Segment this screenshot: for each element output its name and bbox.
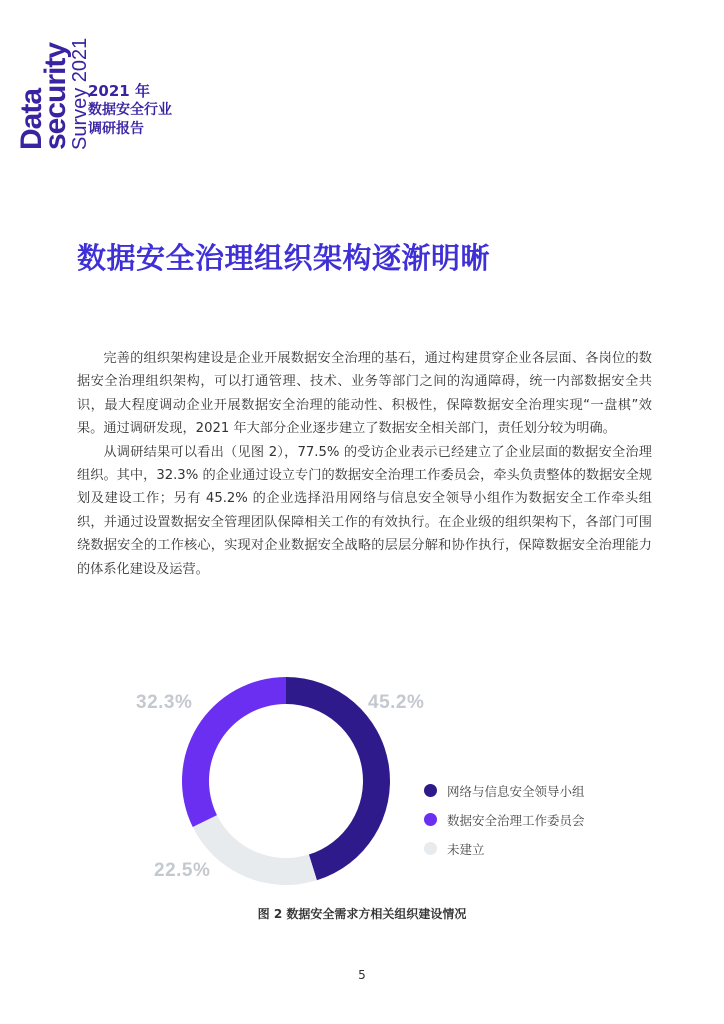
legend-item-not-established bbox=[424, 834, 624, 863]
legend-label-not-established: 未建立 bbox=[447, 841, 485, 857]
brand-survey: Survey 2021 bbox=[69, 37, 91, 150]
page-number: 5 bbox=[358, 968, 366, 982]
legend-dot-not-established bbox=[424, 842, 437, 855]
legend-label-leadership-group: 网络与信息安全领导小组 bbox=[447, 783, 585, 799]
brand-line2: 调研报告 bbox=[88, 121, 144, 137]
legend-dot-committee bbox=[424, 813, 437, 826]
label-45-2: 45.2% bbox=[368, 692, 425, 713]
legend-item-committee bbox=[424, 805, 624, 834]
donut-segment-committee bbox=[182, 677, 286, 827]
paragraph-1: 完善的组织架构建设是企业开展数据安全治理的基石，通过构建贯穿企业各层面、各岗位的数据安全治理组织架构，可以打通管理、技术、业务等部门之间的沟通障碍，统一内部数据安全共识，最大程度调动企业开展数据安全治理的能动性、积极性，保障数据安全治理实现“一盘棋”效果。通过调研发现，2021 年大部分企业逐步建立了数据安全相关部门，责任划分较为明确。 bbox=[77, 351, 652, 437]
chart-legend bbox=[424, 776, 624, 863]
page-title: 数据安全治理组织架构逐渐明晰 bbox=[77, 241, 491, 275]
brand-line1: 数据安全行业 bbox=[88, 102, 172, 118]
donut-segment-not-established bbox=[193, 815, 317, 885]
figure-caption: 图 2 数据安全需求方相关组织建设情况 bbox=[257, 907, 467, 921]
brand-year: 2021 年 bbox=[88, 82, 150, 100]
paragraph-2: 从调研结果可以看出（见图 2），77.5% 的受访企业表示已经建立了企业层面的数据安全治理组织。其中，32.3% 的企业通过设立专门的数据安全治理工作委员会，牵头负责整体的数据安全规划及建设工作；另有 45.2% 的企业选择沿用网络与信息安全领导小组作为数据安全工作牵头组织，并通过设置数据安全管理团队保障相关工作的有效执行。在企业级的组织架构下，各部门可围绕数据安全的工作核心，实现对企业数据安全战略的层层分解和协作执行，保障数据安全治理能力的体系化建设及运营。 bbox=[77, 444, 652, 577]
legend-item-leadership-group bbox=[424, 776, 624, 805]
brand-title-word2: security bbox=[39, 42, 72, 150]
brand-title-word1: Data bbox=[15, 88, 48, 150]
label-22-5: 22.5% bbox=[154, 860, 211, 881]
legend-label-committee: 数据安全治理工作委员会 bbox=[447, 812, 585, 828]
legend-dot-leadership-group bbox=[424, 784, 437, 797]
label-32-3: 32.3% bbox=[136, 692, 193, 713]
